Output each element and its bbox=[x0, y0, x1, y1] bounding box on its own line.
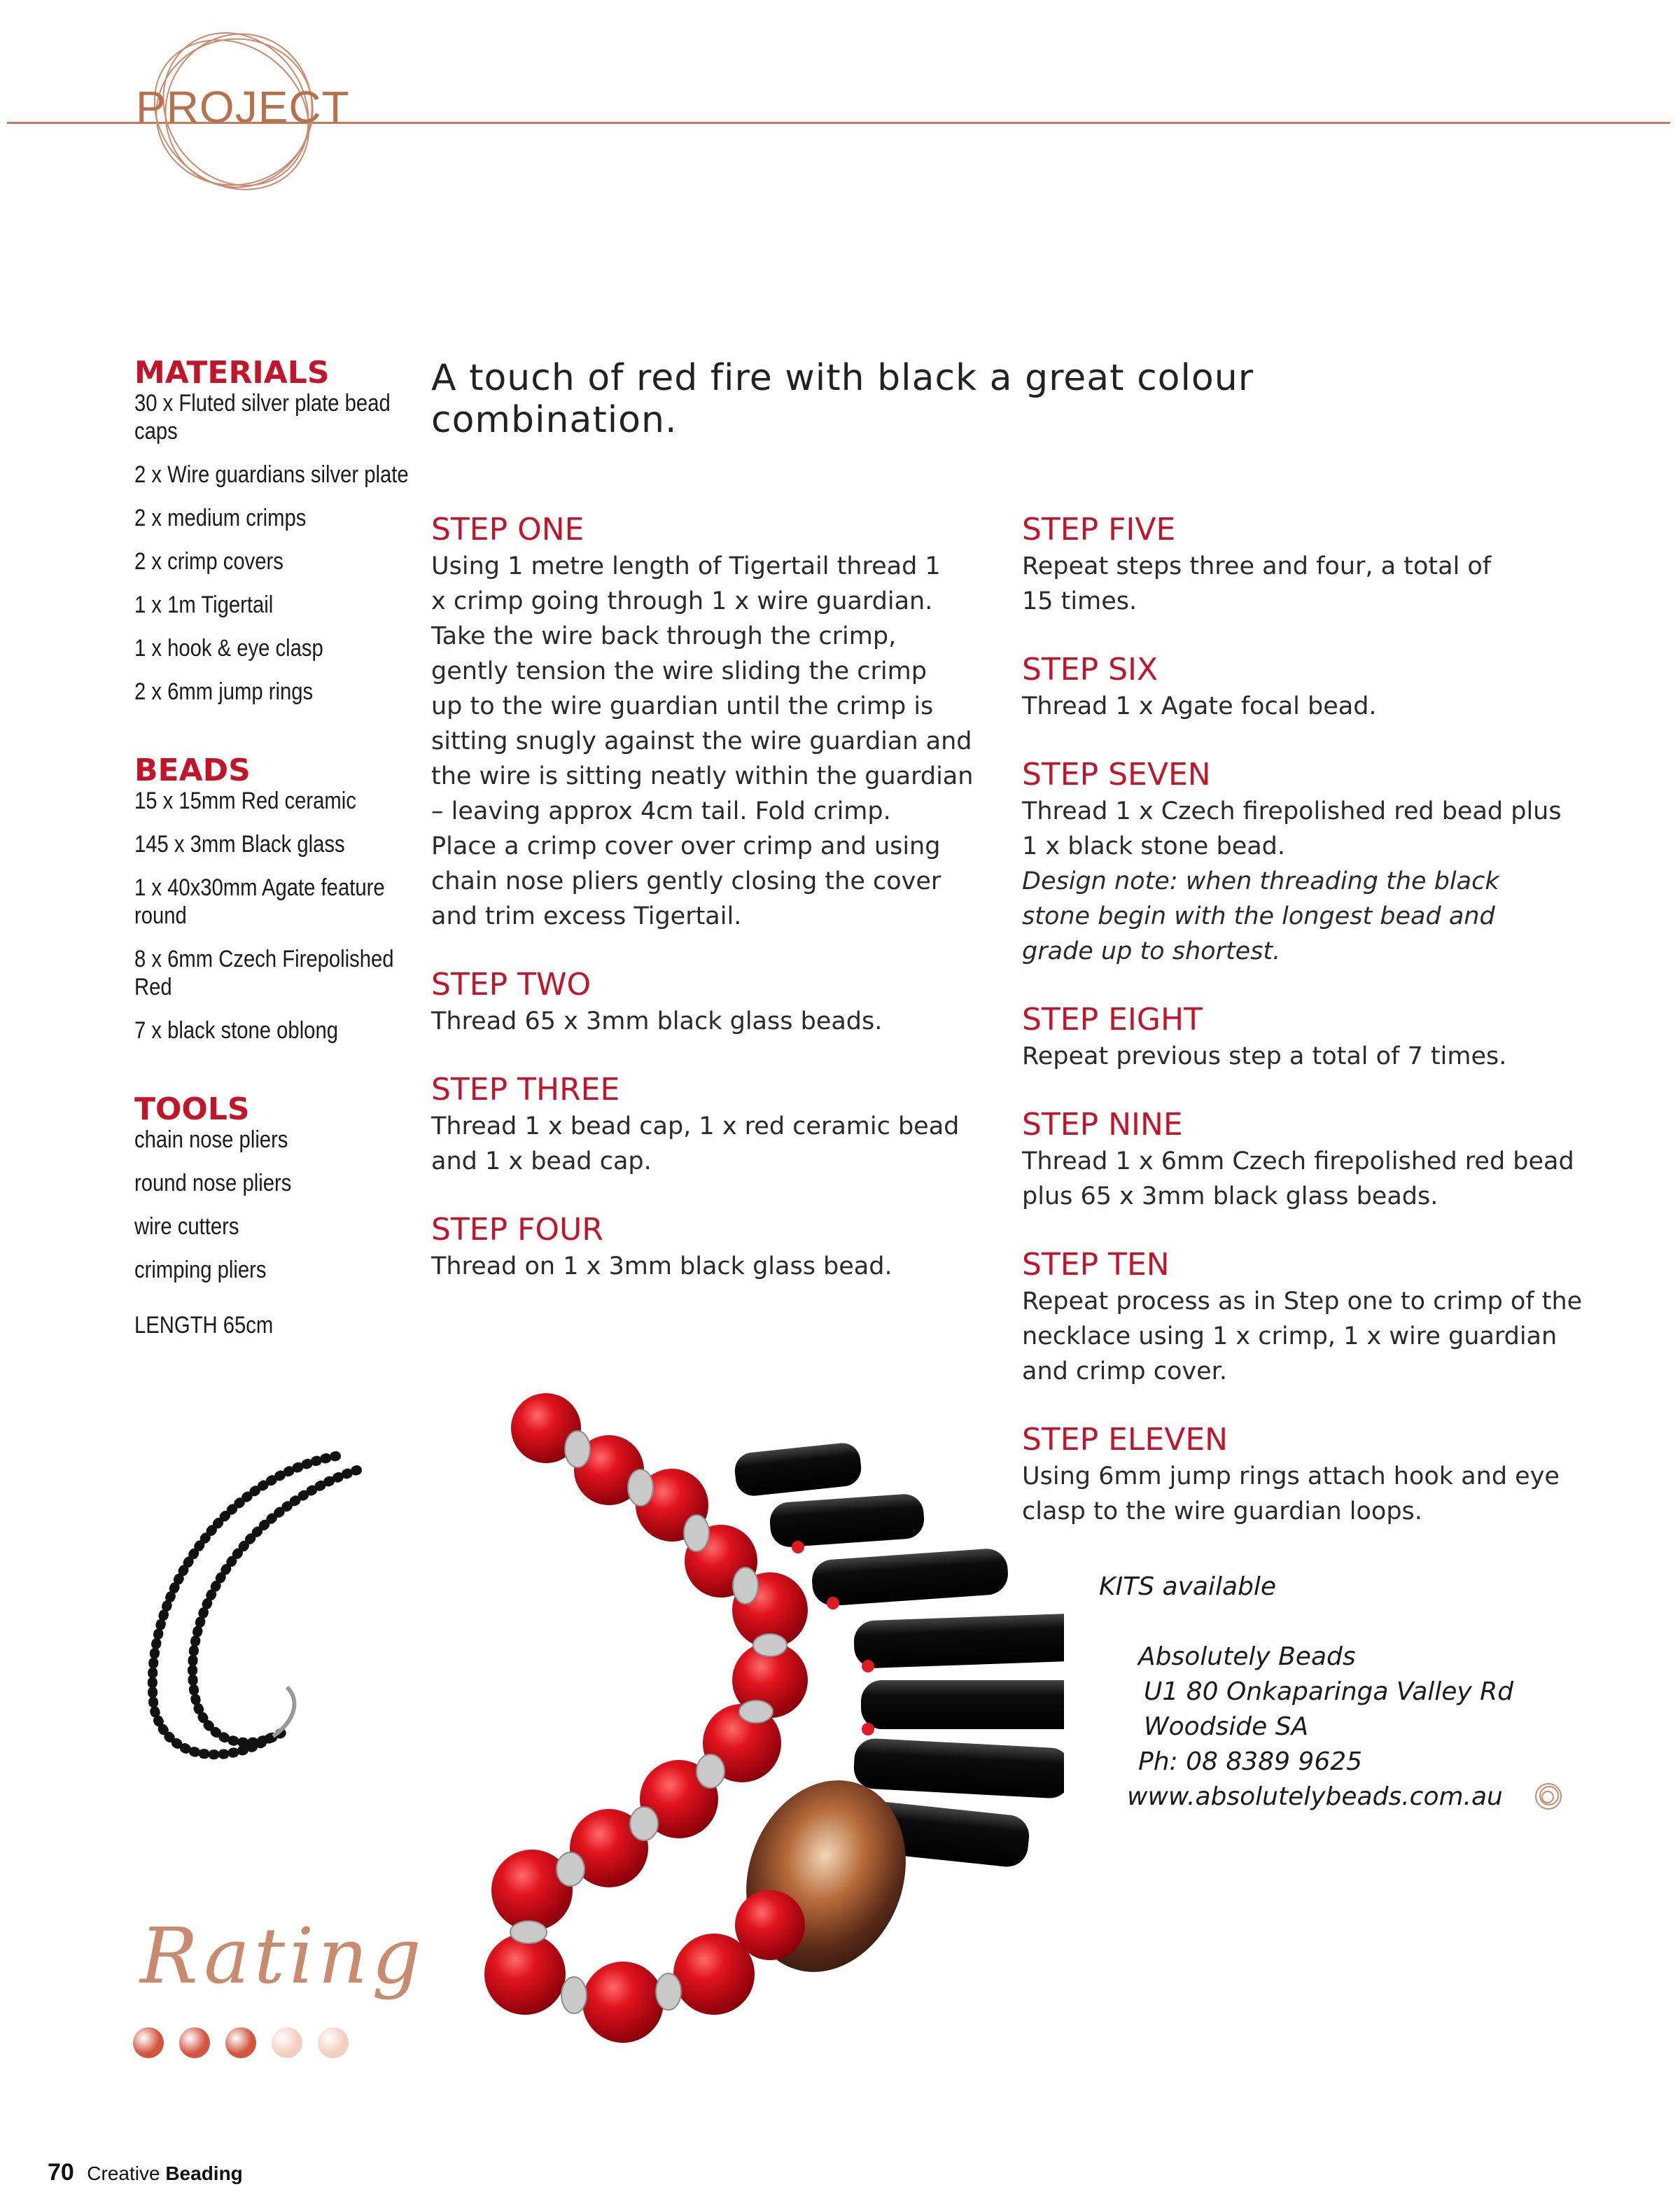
step-title: STEP ONE bbox=[431, 512, 584, 547]
magazine-name-bold: Beading bbox=[165, 2162, 243, 2184]
step-line: 1 x black stone bead. bbox=[1022, 832, 1286, 860]
magazine-name bbox=[87, 2162, 243, 2184]
step-line: and 1 x bead cap. bbox=[431, 1147, 652, 1175]
steps-column-left bbox=[431, 511, 991, 1316]
rating-dot-empty bbox=[272, 2027, 302, 2058]
materials-item: 2 x medium crimps bbox=[134, 505, 307, 531]
materials-column bbox=[134, 357, 421, 1339]
step-title: STEP FOUR bbox=[431, 1212, 603, 1248]
step-line: Thread 65 x 3mm black glass beads. bbox=[431, 1007, 883, 1035]
step-line: Using 1 metre length of Tigertail thread 1 bbox=[431, 552, 941, 580]
design-note-line: grade up to shortest. bbox=[1022, 937, 1281, 965]
rating-dots bbox=[133, 2027, 349, 2058]
step-block bbox=[1022, 1246, 1610, 1389]
tools-item: wire cutters bbox=[134, 1213, 239, 1240]
supplier-address bbox=[1099, 1640, 1589, 1780]
materials-section bbox=[134, 357, 421, 706]
step-line: necklace using 1 x crimp, 1 x wire guardian bbox=[1022, 1322, 1558, 1350]
supplier-street: U1 80 Onkaparinga Valley Rd bbox=[1144, 1677, 1514, 1706]
step-line: Thread 1 x Czech firepolished red bead plus bbox=[1022, 797, 1562, 825]
tools-item: crimping pliers bbox=[134, 1257, 267, 1283]
step-title: STEP THREE bbox=[431, 1072, 620, 1108]
step-line: Place a crimp cover over crimp and using bbox=[431, 832, 941, 860]
end-swirl-icon bbox=[1533, 1781, 1564, 1812]
beads-list bbox=[134, 787, 421, 1044]
rating-dot-empty bbox=[318, 2027, 349, 2058]
step-line: Repeat previous step a total of 7 times. bbox=[1022, 1042, 1507, 1070]
rating-dot-filled bbox=[179, 2027, 210, 2058]
supplier-website[interactable]: www.absolutelybeads.com.au bbox=[1127, 1782, 1503, 1811]
materials-item: 1 x hook & eye clasp bbox=[134, 635, 323, 662]
step-line: 15 times. bbox=[1022, 587, 1138, 615]
step-line: up to the wire guardian until the crimp is bbox=[431, 692, 934, 720]
step-line: sitting snugly against the wire guardian and bbox=[431, 727, 972, 755]
step-title: STEP SIX bbox=[1022, 652, 1158, 687]
intro-text: A touch of red fire with black a great colour combination. bbox=[431, 357, 1254, 441]
step-line: Using 6mm jump rings attach hook and eye bbox=[1022, 1462, 1560, 1490]
step-line: chain nose pliers gently closing the cover bbox=[431, 867, 941, 895]
step-line: gently tension the wire sliding the crimp bbox=[431, 657, 927, 685]
tools-section bbox=[134, 1093, 421, 1284]
tools-item: round nose pliers bbox=[134, 1170, 292, 1196]
supplier-name: Absolutely Beads bbox=[1138, 1642, 1356, 1671]
beads-item: 8 x 6mm Czech Firepolished Red bbox=[134, 946, 394, 1000]
step-title: STEP SEVEN bbox=[1022, 757, 1211, 792]
step-title: STEP EIGHT bbox=[1022, 1002, 1203, 1037]
materials-heading: MATERIALS bbox=[134, 355, 330, 391]
materials-item: 2 x 6mm jump rings bbox=[134, 678, 314, 705]
rating-dot-filled bbox=[133, 2027, 164, 2058]
step-block bbox=[1022, 1421, 1610, 1529]
step-line: clasp to the wire guardian loops. bbox=[1022, 1497, 1422, 1525]
page-number: 70 bbox=[48, 2159, 74, 2186]
step-line: Thread 1 x 6mm Czech firepolished red bead bbox=[1022, 1147, 1574, 1175]
magazine-name-light: Creative bbox=[87, 2162, 160, 2184]
step-block bbox=[1022, 651, 1610, 724]
step-line: Repeat steps three and four, a total of bbox=[1022, 552, 1492, 580]
supplier-town: Woodside SA bbox=[1144, 1712, 1309, 1741]
steps-column-right bbox=[1022, 511, 1610, 1561]
materials-item: 30 x Fluted silver plate bead caps bbox=[134, 390, 391, 445]
step-block bbox=[431, 966, 991, 1039]
page-footer bbox=[48, 2159, 243, 2186]
step-block bbox=[1022, 1106, 1610, 1214]
rating-label: Rating bbox=[140, 1911, 426, 2001]
materials-item: 1 x 1m Tigertail bbox=[134, 592, 274, 618]
step-line: – leaving approx 4cm tail. Fold crimp. bbox=[431, 797, 891, 825]
tools-list bbox=[134, 1126, 421, 1284]
materials-item: 2 x Wire guardians silver plate bbox=[134, 461, 409, 488]
kits-heading: KITS available bbox=[1099, 1572, 1277, 1601]
step-line: Repeat process as in Step one to crimp of the bbox=[1022, 1287, 1583, 1315]
beads-item: 145 x 3mm Black glass bbox=[134, 831, 345, 858]
rating-dot-filled bbox=[225, 2027, 256, 2058]
step-block bbox=[1022, 511, 1610, 619]
step-title: STEP TEN bbox=[1022, 1247, 1170, 1283]
step-title: STEP NINE bbox=[1022, 1107, 1183, 1143]
step-line: and trim excess Tigertail. bbox=[431, 902, 742, 930]
section-title: PROJECT bbox=[136, 82, 350, 132]
step-block bbox=[431, 1071, 991, 1179]
step-line: Thread 1 x bead cap, 1 x red ceramic bead bbox=[431, 1112, 960, 1140]
step-title: STEP ELEVEN bbox=[1022, 1422, 1228, 1458]
beads-item: 7 x black stone oblong bbox=[134, 1017, 338, 1044]
step-line: and crimp cover. bbox=[1022, 1357, 1227, 1385]
step-line: Take the wire back through the crimp, bbox=[431, 622, 897, 650]
tools-item: chain nose pliers bbox=[134, 1126, 288, 1153]
materials-list bbox=[134, 389, 421, 706]
design-note-line: Design note: when threading the black bbox=[1022, 867, 1499, 895]
kits-info bbox=[1099, 1570, 1589, 1815]
materials-item: 2 x crimp covers bbox=[134, 548, 284, 575]
step-line: the wire is sitting neatly within the guardian bbox=[431, 762, 974, 790]
beads-section bbox=[134, 755, 421, 1044]
step-title: STEP TWO bbox=[431, 967, 592, 1002]
beads-item: 15 x 15mm Red ceramic bbox=[134, 788, 356, 814]
step-line: Thread 1 x Agate focal bead. bbox=[1022, 692, 1377, 720]
step-line: x crimp going through 1 x wire guardian. bbox=[431, 587, 933, 615]
step-block bbox=[431, 1211, 991, 1284]
step-title: STEP FIVE bbox=[1022, 512, 1176, 547]
beads-item: 1 x 40x30mm Agate feature round bbox=[134, 874, 385, 929]
step-line: Thread on 1 x 3mm black glass bead. bbox=[431, 1252, 892, 1280]
tools-heading: TOOLS bbox=[134, 1091, 250, 1127]
beads-heading: BEADS bbox=[134, 753, 251, 788]
length-text: LENGTH 65cm bbox=[134, 1312, 274, 1339]
supplier-phone: Ph: 08 8389 9625 bbox=[1138, 1747, 1363, 1776]
design-note-line: stone begin with the longest bead and bbox=[1022, 902, 1495, 930]
step-block bbox=[1022, 1001, 1610, 1074]
step-line: plus 65 x 3mm black glass beads. bbox=[1022, 1182, 1438, 1210]
step-block bbox=[1022, 756, 1610, 969]
step-block bbox=[431, 511, 991, 934]
